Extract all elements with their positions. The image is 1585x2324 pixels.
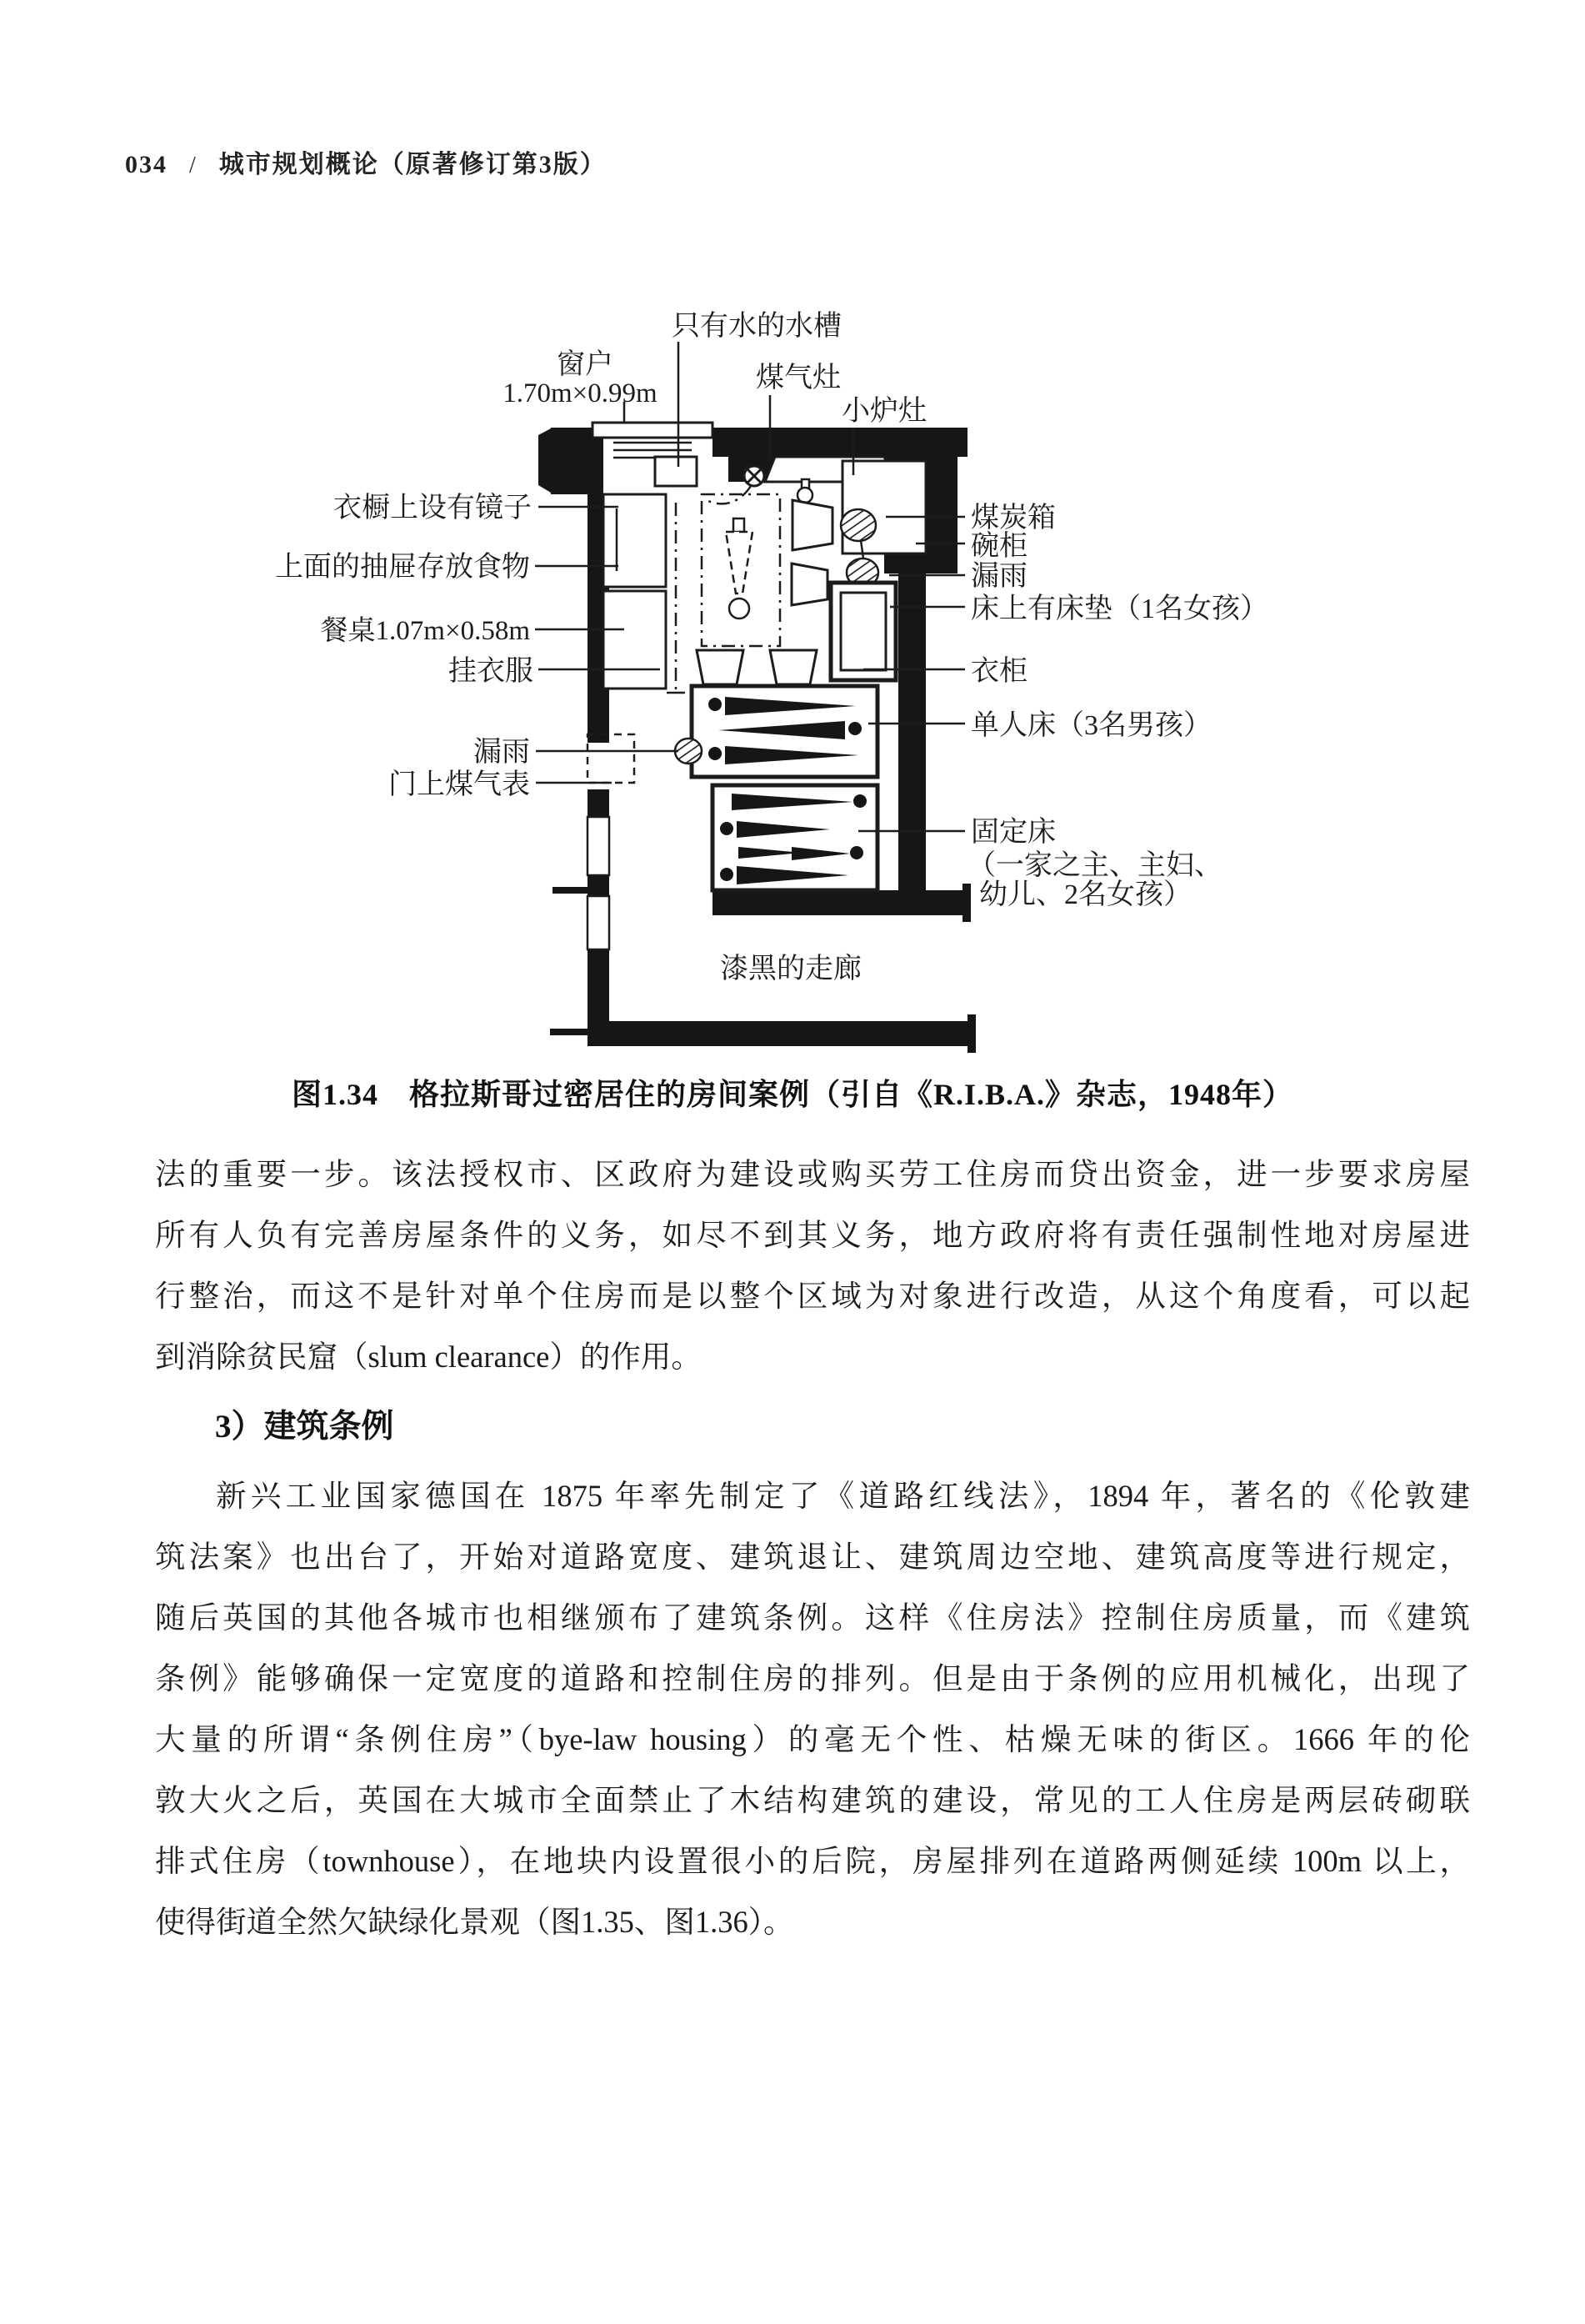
label-gas-meter-door: 门上煤气表 [388, 769, 530, 800]
label-leak-left: 漏雨 [473, 737, 530, 768]
label-fixed-bed-1: 固定床 [971, 817, 1056, 848]
chair [792, 500, 832, 550]
girl-bed-unit [831, 583, 896, 680]
label-mirror-wardrobe: 衣橱上设有镜子 [333, 493, 532, 523]
label-wardrobe: 衣柜 [971, 656, 1028, 687]
chair [770, 650, 817, 684]
label-drawer-food: 上面的抽屉存放食物 [275, 552, 530, 583]
label-coal-box: 煤炭箱 [971, 503, 1056, 533]
boys-bed [692, 686, 878, 777]
floor-plan-figure [275, 217, 1317, 1059]
label-window-dims: 1.70m×0.99m [502, 378, 658, 408]
label-single-bed: 单人床（3名男孩） [971, 710, 1212, 741]
label-dining-table: 餐桌1.07m×0.58m [320, 616, 530, 646]
label-dish-cabinet: 碗柜 [971, 531, 1028, 562]
running-header [125, 143, 607, 180]
floor-plan-svg [275, 217, 1317, 1059]
paragraph-line: 大量的所谓“条例住房”（bye-law housing）的毫无个性、枯燥无味的街区。1666 年的伦 [155, 1722, 1470, 1756]
paragraph-line: 条例》能够确保一定宽度的道路和控制住房的排列。但是由于条例的应用机械化，出现了 [155, 1661, 1470, 1695]
wardrobe-with-mirror [603, 494, 666, 587]
book-title: 城市规划概论（原著修订第3版） [218, 151, 607, 178]
paragraph-line: 排式住房（townhouse），在地块内设置很小的后院，房屋排列在道路两侧延续 100m 以上， [155, 1844, 1470, 1878]
damp-patch-left [675, 739, 702, 764]
label-hang-clothes: 挂衣服 [448, 656, 533, 687]
dining-table-dashed [702, 494, 780, 646]
label-corridor: 漆黑的走廊 [720, 954, 862, 984]
chair [697, 650, 743, 684]
label-sink: 只有水的水槽 [672, 311, 842, 342]
table-edge-line [667, 503, 685, 693]
fixed-bed [712, 785, 878, 890]
page-number: 034 [125, 151, 168, 178]
section-heading: 3）建筑条例 [215, 1409, 394, 1445]
paragraph-line: 使得街道全然欠缺绿化景观（图1.35、图1.36）。 [155, 1905, 794, 1939]
dresser [603, 591, 666, 689]
coal-box [841, 461, 926, 558]
label-bed-mattress: 床上有床垫（1名女孩） [971, 594, 1268, 624]
chair [792, 563, 828, 605]
paragraph-line: 敦大火之后，英国在大城市全面禁止了木结构建筑的建设，常见的工人住房是两层砖砌联 [155, 1783, 1470, 1817]
paragraph-line: 随后英国的其他各城市也相继颁布了建筑条例。这样《住房法》控制住房质量，而《建筑 [155, 1600, 1470, 1635]
paragraph-line: 到消除贫民窟（slum clearance）的作用。 [155, 1340, 702, 1374]
paragraph-line: 新兴工业国家德国在 1875 年率先制定了《道路红线法》，1894 年，著名的《伦敦建 [216, 1479, 1470, 1513]
window [592, 423, 712, 458]
paragraph-line: 所有人负有完善房屋条件的义务，如尽不到其义务，地方政府将有责任强制性地对房屋进 [155, 1218, 1470, 1252]
label-fixed-bed-3: 幼儿、2名女孩） [979, 879, 1192, 910]
paragraph-line: 筑法案》也出台了，开始对道路宽度、建筑退让、建筑周边空地、建筑高度等进行规定， [155, 1540, 1470, 1574]
label-leak-right: 漏雨 [971, 561, 1028, 592]
body-text [155, 1144, 1470, 1952]
label-fixed-bed-2: （一家之主、主妇、 [968, 850, 1222, 881]
paragraph-line: 法的重要一步。该法授权市、区政府为建设或购买劳工住房而贷出资金，进一步要求房屋 [155, 1157, 1470, 1191]
label-gas-stove: 煤气灶 [756, 363, 841, 393]
label-window: 窗户 [557, 349, 613, 380]
sink [655, 457, 697, 486]
figure-caption: 图1.34 格拉斯哥过密居住的房间案例（引自《R.I.B.A.》杂志，1948年） [291, 1078, 1294, 1111]
label-small-stove: 小炉灶 [842, 396, 927, 427]
paragraph-line: 行整治，而这不是针对单个住房而是以整个区域为对象进行改造，从这个角度看，可以起 [155, 1279, 1470, 1313]
header-separator: / [189, 153, 198, 178]
